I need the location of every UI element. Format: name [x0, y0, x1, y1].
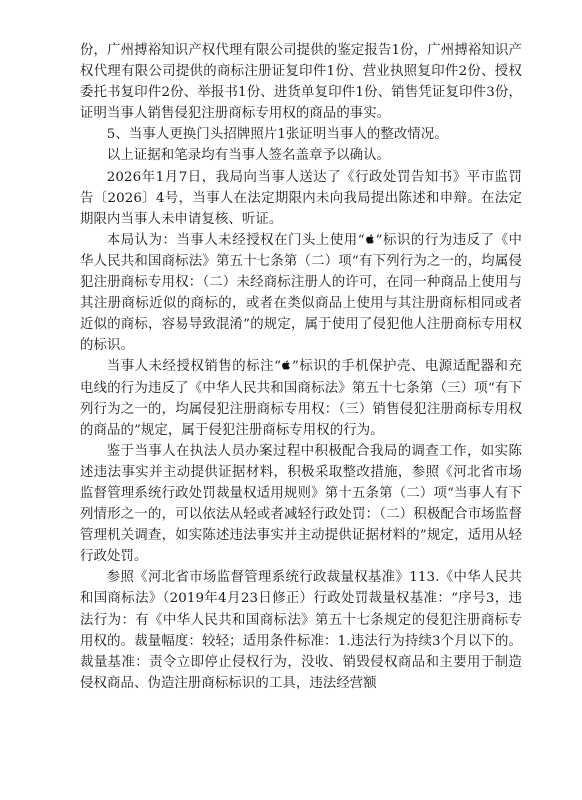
- apple-logo-icon: [365, 233, 376, 245]
- paragraph-notice-delivery: 2026年1月7日，我局向当事人送达了《行政处罚告知书》平市监罚告〔2026〕4号，当事人在法定期限内未向我局提出陈述和申辩。在法定期限内当事人未申请复核、听证。: [80, 169, 522, 227]
- sales-violation-text-end: ”标识的手机保护壳、电源适配器和充电线的行为违反了《中华人民共和国商标法》第五十七条第（三）项“有下列行为之一的，均属侵犯注册商标专用权：（三）销售侵犯注册商标专用权的商品的”规定，属于侵犯注册商标专用权的行为。: [80, 359, 522, 438]
- paragraph-discretion-standard: 参照《河北省市场监督管理系统行政裁量权基准》113.《中华人民共和国商标法》（2019年4月23日修正）行政处罚裁量权基准：“序号3，违法行为：有《中华人民共和国商标法》第五十七条规定的侵犯注册商标专用权的。裁量幅度：较轻；适用条件标准：1.违法行为持续3个月以下的。裁量基准：责令立即停止侵权行为，没收、销毁侵权商品和主要用于制造侵权商品、伪造注册商标标识的工具，违法经营额: [80, 570, 522, 691]
- paragraph-bureau-opinion: [80, 230, 522, 357]
- sales-violation-text-start: 当事人未经授权销售的标注“: [106, 359, 282, 375]
- paragraph-sales-violation: [80, 356, 522, 440]
- paragraph-confirmation: 以上证据和笔录均有当事人签名盖章予以确认。: [106, 148, 391, 164]
- bureau-opinion-text-start: 本局认为：当事人未经授权在门头上使用“: [106, 232, 365, 248]
- paragraph-leniency-basis: 鉴于当事人在执法人员办案过程中积极配合我局的调查工作，如实陈述违法事实并主动提供证据材料，积极采取整改措施，参照《河北省市场监督管理系统行政处罚裁量权适用规则》第十五条第（二）项“当事人有下列情形之一的，可以依法从轻或者减轻行政处罚：（二）积极配合市场监督管理机关调查，如实陈述违法事实并主动提供证据材料的”规定，适用从轻行政处罚。: [80, 443, 522, 565]
- bureau-opinion-text-end: ”标识的行为违反了《中华人民共和国商标法》第五十七条第（二）项“有下列行为之一的，均属侵犯注册商标专用权：（二）未经商标注册人的许可，在同一种商品上使用与其注册商标近似的商标的，或者在类似商品上使用与其注册商标相同或者近似的商标，容易导致混淆”的规定，属于使用了侵犯他人注册商标专用权的标识。: [80, 232, 522, 354]
- paragraph-evidence-list: 份，广州搏裕知识产权代理有限公司提供的鉴定报告1份，广州搏裕知识产权代理有限公司提供的商标注册证复印件1份、营业执照复印件2份、授权委托书复印件2份、举报书1份、进货单复印件1份、销售凭证复印件3份，证明当事人销售侵犯注册商标专用权的商品的事实。: [80, 43, 522, 122]
- apple-logo-icon: [281, 359, 292, 371]
- paragraph-evidence-5: 5、当事人更换门头招牌照片1张证明当事人的整改情况。: [106, 127, 448, 143]
